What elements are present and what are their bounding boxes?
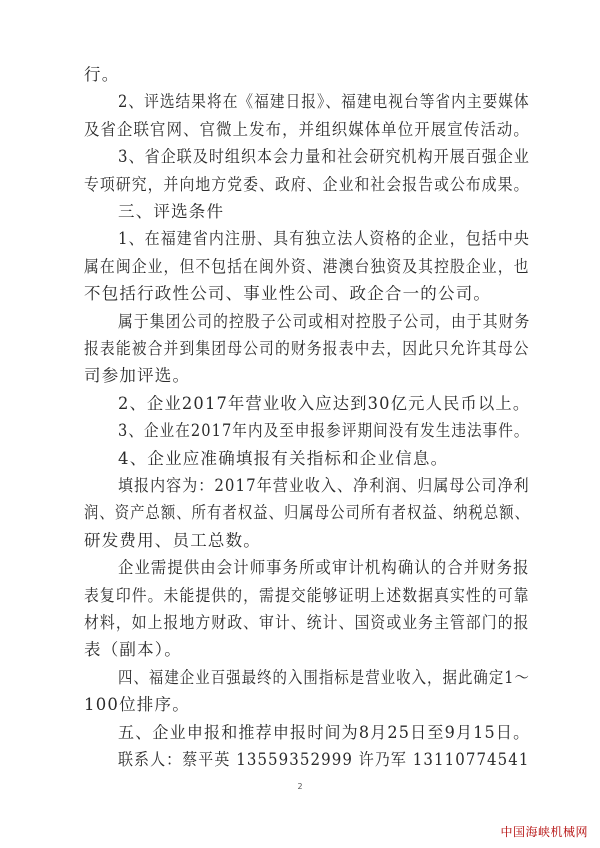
text-line: 不包括行政性公司、事业性公司、政企合一的公司。 (84, 284, 492, 303)
text-line: 1、在福建省内注册、具有独立法人资格的企业，包括中央 (118, 229, 530, 248)
text-line: 属于集团公司的控股子公司或相对控股子公司，由于其财务 (118, 312, 531, 331)
text-line: 表复印件。未能提供的，需提交能够证明上述数据真实性的可靠 (84, 586, 530, 605)
text-line: 属在闽企业，但不包括在闽外资、港澳台独资及其控股企业，也 (84, 257, 530, 276)
text-line: 表（副本）。 (84, 640, 182, 659)
text-line: 研发费用、员工总数。 (84, 531, 261, 550)
page-number: 2 (297, 782, 303, 791)
text-line: 司参加评选。 (84, 366, 191, 385)
text-line: 五、企业申报和推荐申报时间为8月25日至9月15日。 (118, 723, 531, 742)
text-line: 3、企业在2017年内及至申报参评期间没有发生违法事件。 (118, 421, 530, 440)
site-watermark: 中国海峡机械网 (500, 825, 588, 839)
text-line: 及省企联官网、官微上发布，并组织媒体单位开展宣传活动。 (84, 120, 530, 139)
text-line: 行。 (84, 65, 120, 84)
text-line: 2、评选结果将在《福建日报》、福建电视台等省内主要媒体 (118, 92, 530, 111)
text-line: 4、企业应准确填报有关指标和企业信息。 (118, 449, 449, 468)
text-line: 企业需提供由会计师事务所或审计机构确认的合并财务报 (118, 558, 530, 577)
text-line: 润、资产总额、所有者权益、归属母公司所有者权益、纳税总额、 (84, 503, 531, 522)
text-line: 报表能被合并到集团母公司的财务报表中去，因此只允许其母公 (84, 339, 530, 358)
section-heading: 三、评选条件 (118, 202, 225, 221)
text-line: 联系人：蔡平英 13559352999 许乃军 13110774541 (118, 750, 530, 769)
text-line: 2、企业2017年营业收入应达到30亿元人民币以上。 (118, 394, 531, 413)
text-line: 填报内容为：2017年营业收入、净利润、归属母公司净利 (118, 476, 530, 495)
text-line: 3、省企联及时组织本会力量和社会研究机构开展百强企业 (118, 147, 530, 166)
text-line: 材料，如上报地方财政、审计、统计、国资或业务主管部门的报 (84, 613, 530, 632)
text-line: 专项研究，并向地方党委、政府、企业和社会报告或公布成果。 (84, 175, 530, 194)
text-line: 100位排序。 (84, 695, 190, 714)
text-line: 四、福建企业百强最终的入围指标是营业收入，据此确定1～ (118, 668, 530, 687)
